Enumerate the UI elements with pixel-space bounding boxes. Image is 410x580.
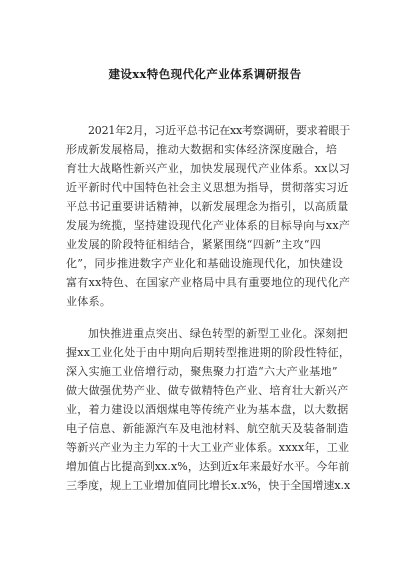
paragraph-1-line-4: 近平新时代中国特色社会主义思想为指导，贯彻落实习近	[66, 181, 349, 194]
paragraph-2-line-4: 做大做强优势产业、做专做精特色产业、培育壮大新兴产	[66, 384, 349, 397]
paragraph-2-line-5: 业，着力建设以酒烟煤电等传统产业为基本盘，以大数据	[66, 403, 349, 416]
paragraph-1-line-6: 发展为统揽，坚持建设现代化产业体系的目标导向与xx产	[66, 219, 351, 232]
paragraph-2-line-9: 三季度，规上工业增加值同比增长x.x%，快于全国增速x.x	[66, 479, 351, 492]
paragraph-1-line-2: 形成新发展格局，推动大数据和实体经济深度融合，培	[66, 143, 338, 156]
paragraph-1-line-7: 业发展的阶段特征相结合，紧紧围绕“四新”主攻“四	[66, 238, 322, 251]
paragraph-1-line-5: 平总书记重要讲话精神，以新发展理念为指引，以高质量	[66, 200, 349, 213]
paragraph-1-line-9: 富有xx特色、在国家产业格局中具有重要地位的现代化产	[66, 276, 351, 289]
paragraph-2-line-7: 等新兴产业为主力军的十大工业产业体系。xxxx年，工业	[66, 441, 350, 454]
paragraph-2-line-2: 握xx工业化处于由中期向后期转型推进期的阶段性特征，	[66, 346, 351, 359]
paragraph-1-line-1: 2021年2月，习近平总书记在xx考察调研，要求着眼于	[88, 124, 350, 137]
paragraph-2-line-3: 深入实施工业倍增行动，聚焦聚力打造“六大产业基地”	[66, 365, 338, 378]
paragraph-2-line-8: 增加值占比提高到xx.x%，达到近x年来最好水平。今年前	[66, 460, 350, 473]
document-title: 建设xx特色现代化产业体系调研报告	[108, 67, 302, 81]
paragraph-1-line-3: 育壮大战略性新兴产业，加快发展现代产业体系。xx以习	[66, 162, 351, 175]
paragraph-1-line-10: 业体系。	[66, 295, 112, 308]
paragraph-1-line-8: 化”，同步推进数字产业化和基础设施现代化，加快建设	[66, 257, 344, 270]
paragraph-2-line-1: 加快推进重点突出、绿色转型的新型工业化。深刻把	[88, 327, 348, 340]
paragraph-2-line-6: 电子信息、新能源汽车及电池材料、航空航天及装备制造	[66, 422, 349, 435]
